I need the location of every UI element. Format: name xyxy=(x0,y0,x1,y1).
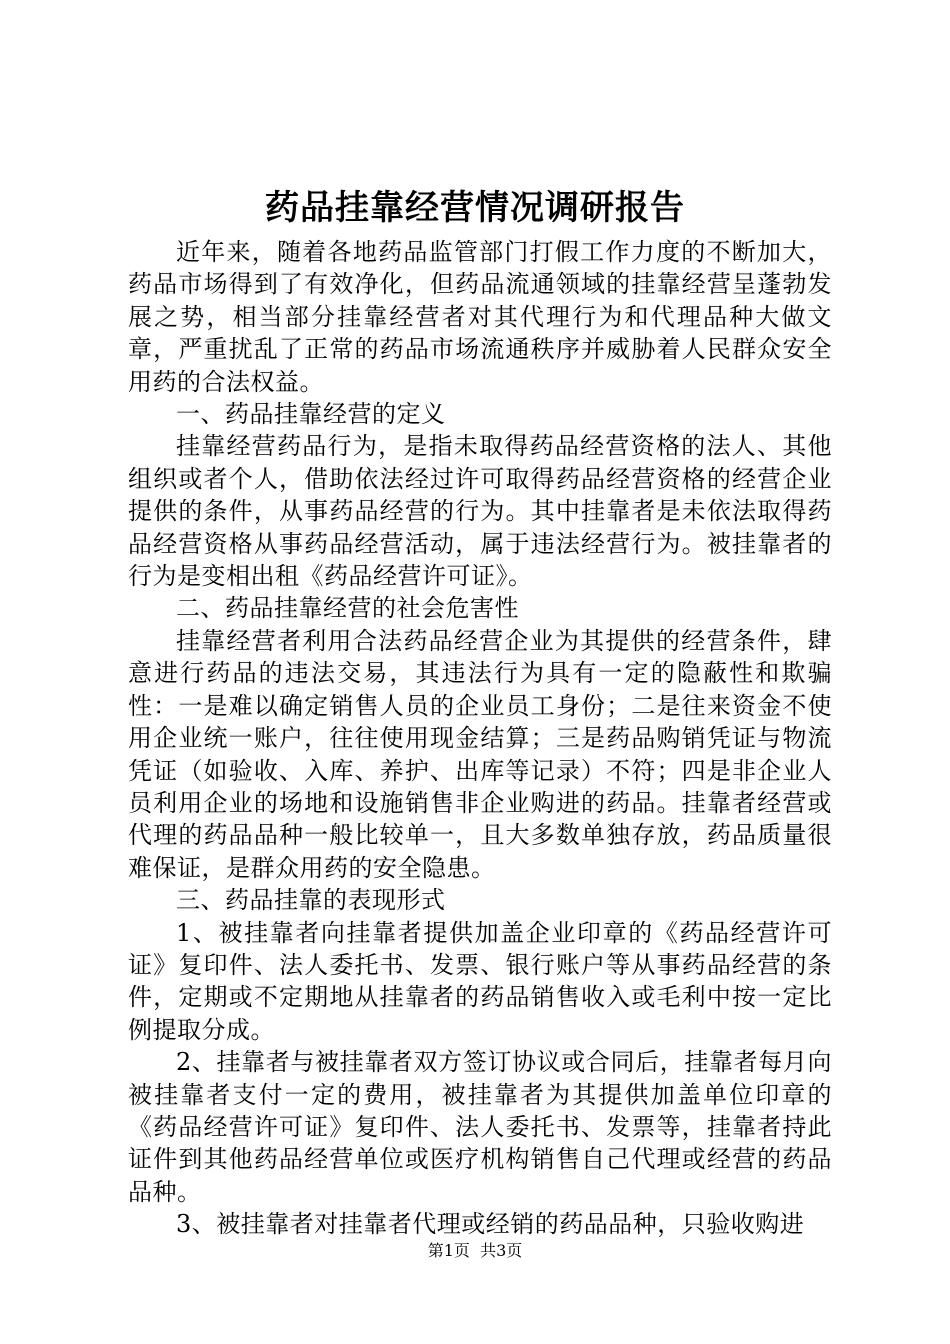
section-heading-forms: 三、药品挂靠的表现形式 xyxy=(176,886,446,915)
paragraph-intro: 近年来，随着各地药品监管部门打假工作力度的不断加大，药品市场得到了有效净化，但药品流通领域的挂靠经营呈蓬勃发展之势，相当部分挂靠经营者对其代理行为和代理品种大做文章，严重扰乱了正常的药品市场流通秩序并威胁着人民群众安全用药的合法权益。 xyxy=(128,238,832,396)
paragraph-form-1: 1、被挂靠者向挂靠者提供加盖企业印章的《药品经营许可证》复印件、法人委托书、发票、银行账户等从事药品经营的条件，定期或不定期地从挂靠者的药品销售收入或毛利中按一定比例提取分成。 xyxy=(128,918,832,1044)
paragraph-harm: 挂靠经营者利用合法药品经营企业为其提供的经营条件，肆意进行药品的违法交易，其违法行为具有一定的隐蔽性和欺骗性：一是难以确定销售人员的企业员工身份；二是往来资金不使用企业统一账户，往往使用现金结算；三是药品购销凭证与物流凭证（如验收、入库、养护、出库等记录）不符；四是非企业人员利用企业的场地和设施销售非企业购进的药品。挂靠者经营或代理的药品品种一般比较单一，且大多数单独存放，药品质量很难保证，是群众用药的安全隐患。 xyxy=(128,626,832,882)
document-body xyxy=(128,236,832,1241)
paragraph-form-3: 3、被挂靠者对挂靠者代理或经销的药品品种，只验收购进 xyxy=(176,1210,805,1239)
page-number-footer: 第1页 共3页 xyxy=(427,1241,523,1260)
paragraph-definition: 挂靠经营药品行为，是指未取得药品经营资格的法人、其他组织或者个人，借助依法经过许可取得药品经营资格的经营企业提供的条件，从事药品经营的行为。其中挂靠者是未依法取得药品经营资格从事药品经营活动，属于违法经营行为。被挂靠者的行为是变相出租《药品经营许可证》。 xyxy=(128,432,832,591)
section-heading-definition: 一、药品挂靠经营的定义 xyxy=(176,400,446,429)
paragraph-form-2: 2、挂靠者与被挂靠者双方签订协议或合同后，挂靠者每月向被挂靠者支付一定的费用，被挂靠者为其提供加盖单位印章的《药品经营许可证》复印件、法人委托书、发票等，挂靠者持此证件到其他药品经营单位或医疗机构销售自己代理或经营的药品品种。 xyxy=(128,1048,832,1206)
document-title: 药品挂靠经营情况调研报告 xyxy=(265,188,685,228)
section-heading-harm: 二、药品挂靠经营的社会危害性 xyxy=(176,594,519,623)
